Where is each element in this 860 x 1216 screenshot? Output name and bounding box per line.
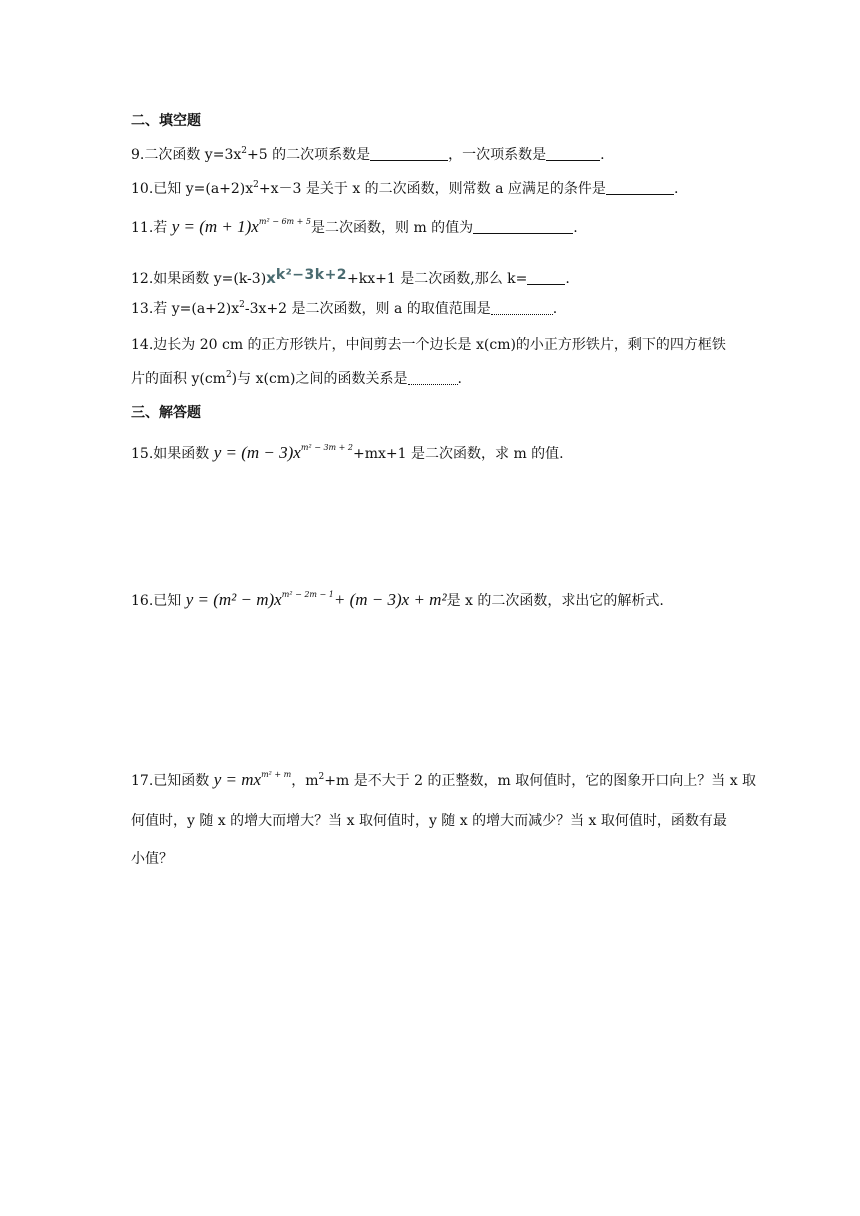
question-17-line3: 小值？ [131, 851, 173, 867]
answer-blank[interactable] [527, 270, 565, 285]
question-13: 13.若 $y=(a+2)x^2-3x+2$ 是二次函数，则 a 的取值范围是 . [131, 300, 558, 317]
answer-blank[interactable] [370, 146, 448, 161]
question-17-line2: 何值时，y 随 x 的增大而增大？当 x 取何值时，y 随 x 的增大而减少？当 x 取何值时，函数有最 [131, 813, 727, 829]
question-10: 10.已知 $y=(a+2)x^2+x-3$ 是关于 x 的二次函数，则常数 a 应满足的条件是 . [131, 180, 679, 197]
formula: y = mx [213, 770, 262, 789]
answer-blank[interactable] [606, 180, 674, 195]
question-9: 9.二次函数 $y=3x^2+5$ 的二次项系数是 ，一次项系数是 . [131, 146, 605, 163]
question-12: 12.如果函数 y=(k-3)xk²−3k+2+kx+1 是二次函数,那么 k= . [131, 267, 570, 287]
answer-blank[interactable] [546, 146, 600, 161]
question-14-line1: 14.边长为 20 cm 的正方形铁片，中间剪去一个边长是 x(cm)的小正方形铁片，剩下的四方框铁 [131, 337, 726, 353]
formula: y = (m − 3)x [213, 443, 301, 462]
question-17-line1: 17.已知函数 $y = mx^{m^2 + m}$，$m^2+m$ 是不大于 2 的正整数，m 取何值时，它的图象开口向上？当 x 取 [131, 770, 757, 789]
question-11: 11.若 $y = (m + 1)x^{m^2 - 6m + 5}$是二次函数，则 m 的值为 . [131, 217, 578, 236]
answer-blank[interactable] [473, 219, 573, 234]
section-heading-fill-blank: 二、填空题 [131, 113, 201, 129]
formula: y = (m² − m)x [185, 590, 282, 609]
section-heading-answer: 三、解答题 [131, 405, 201, 421]
question-15: 15.如果函数 $y = (m - 3)x^{m^2 - 3m + 2}+mx+1$ 是二次函数，求 m 的值. [131, 443, 564, 462]
answer-blank[interactable] [408, 370, 458, 385]
answer-blank[interactable] [491, 300, 553, 315]
question-14-line2: 片的面积 $y(cm^2)$与 x(cm)之间的函数关系是 . [131, 370, 462, 387]
formula: y = (m + 1)x [171, 217, 259, 236]
question-16: 16.已知 $y = (m^2 - m)x^{m^2 - 2m - 1}+ (m - 3)x + m^2$是 x 的二次函数，求出它的解析式. [131, 590, 664, 609]
